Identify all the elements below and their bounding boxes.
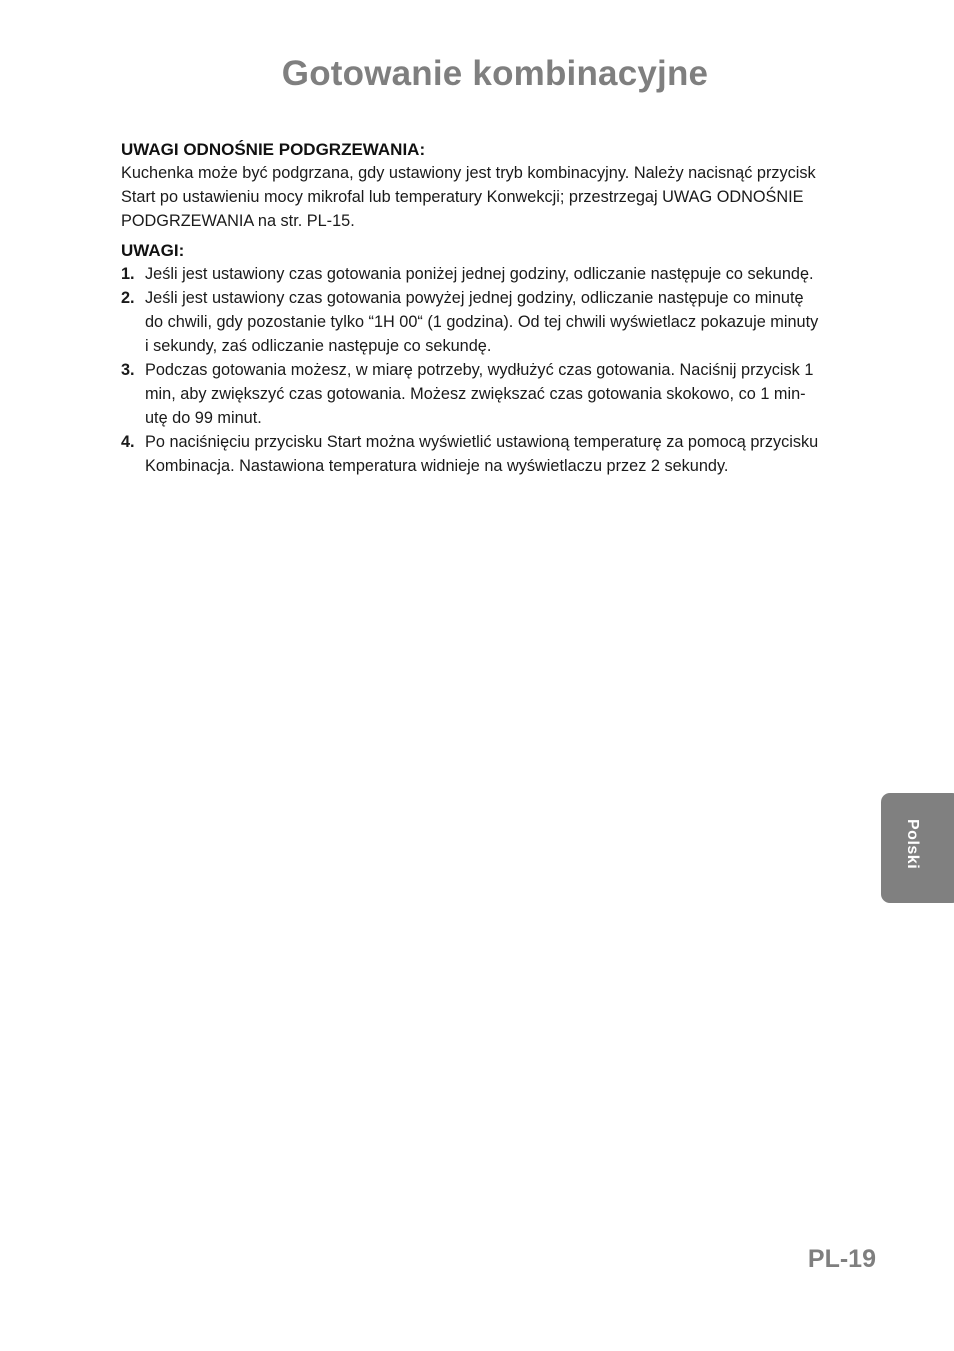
list-item: [121, 358, 873, 430]
list-item-line: Jeśli jest ustawiony czas gotowania powyżej jednej godziny, odliczanie następuje co minutę: [145, 289, 804, 307]
page-title: Gotowanie kombinacyjne: [281, 54, 709, 93]
language-tab: [881, 793, 954, 903]
list-item-line: Jeśli jest ustawiony czas gotowania poniżej jednej godziny, odliczanie następuje co sekundę.: [145, 265, 814, 283]
reheating-line: Start po ustawieniu mocy mikrofal lub temperatury Konwekcji; przestrzegaj UWAG ODNOŚNIE: [121, 188, 804, 206]
notes-list: [121, 262, 873, 478]
list-item-line: Podczas gotowania możesz, w miarę potrzeby, wydłużyć czas gotowania. Naciśnij przycisk 1: [145, 361, 814, 379]
list-item-line: do chwili, gdy pozostanie tylko “1H 00“ (1 godzina). Od tej chwili wyświetlacz pokazuje minuty: [145, 313, 819, 331]
list-item: [121, 286, 873, 358]
notes-heading: UWAGI:: [121, 241, 185, 260]
page-number: PL-19: [807, 1245, 876, 1273]
list-item-line: Kombinacja. Nastawiona temperatura widnieje na wyświetlaczu przez 2 sekundy.: [145, 457, 729, 475]
list-item: [121, 430, 873, 478]
list-item-number: 3.: [121, 361, 135, 379]
reheating-line: Kuchenka może być podgrzana, gdy ustawiony jest tryb kombinacyjny. Należy nacisnąć przycisk: [121, 164, 816, 182]
reheating-body: [121, 161, 873, 233]
list-item-line: utę do 99 minut.: [145, 409, 262, 427]
list-item-number: 4.: [121, 433, 135, 451]
list-item-number: 2.: [121, 289, 135, 307]
list-item: [121, 262, 873, 286]
list-item-line: min, aby zwiększyć czas gotowania. Możesz zwiększać czas gotowania skokowo, co 1 min-: [145, 385, 806, 403]
language-tab-label: Polski: [904, 819, 921, 870]
list-item-line: Po naciśnięciu przycisku Start można wyświetlić ustawioną temperaturę za pomocą przycisku: [145, 433, 819, 451]
reheating-line: PODGRZEWANIA na str. PL-15.: [121, 212, 355, 230]
list-item-number: 1.: [121, 265, 135, 283]
list-item-line: i sekundy, zaś odliczanie następuje co sekundę.: [145, 337, 492, 355]
reheating-heading: UWAGI ODNOŚNIE PODGRZEWANIA:: [121, 140, 426, 159]
main-content: [121, 139, 873, 478]
